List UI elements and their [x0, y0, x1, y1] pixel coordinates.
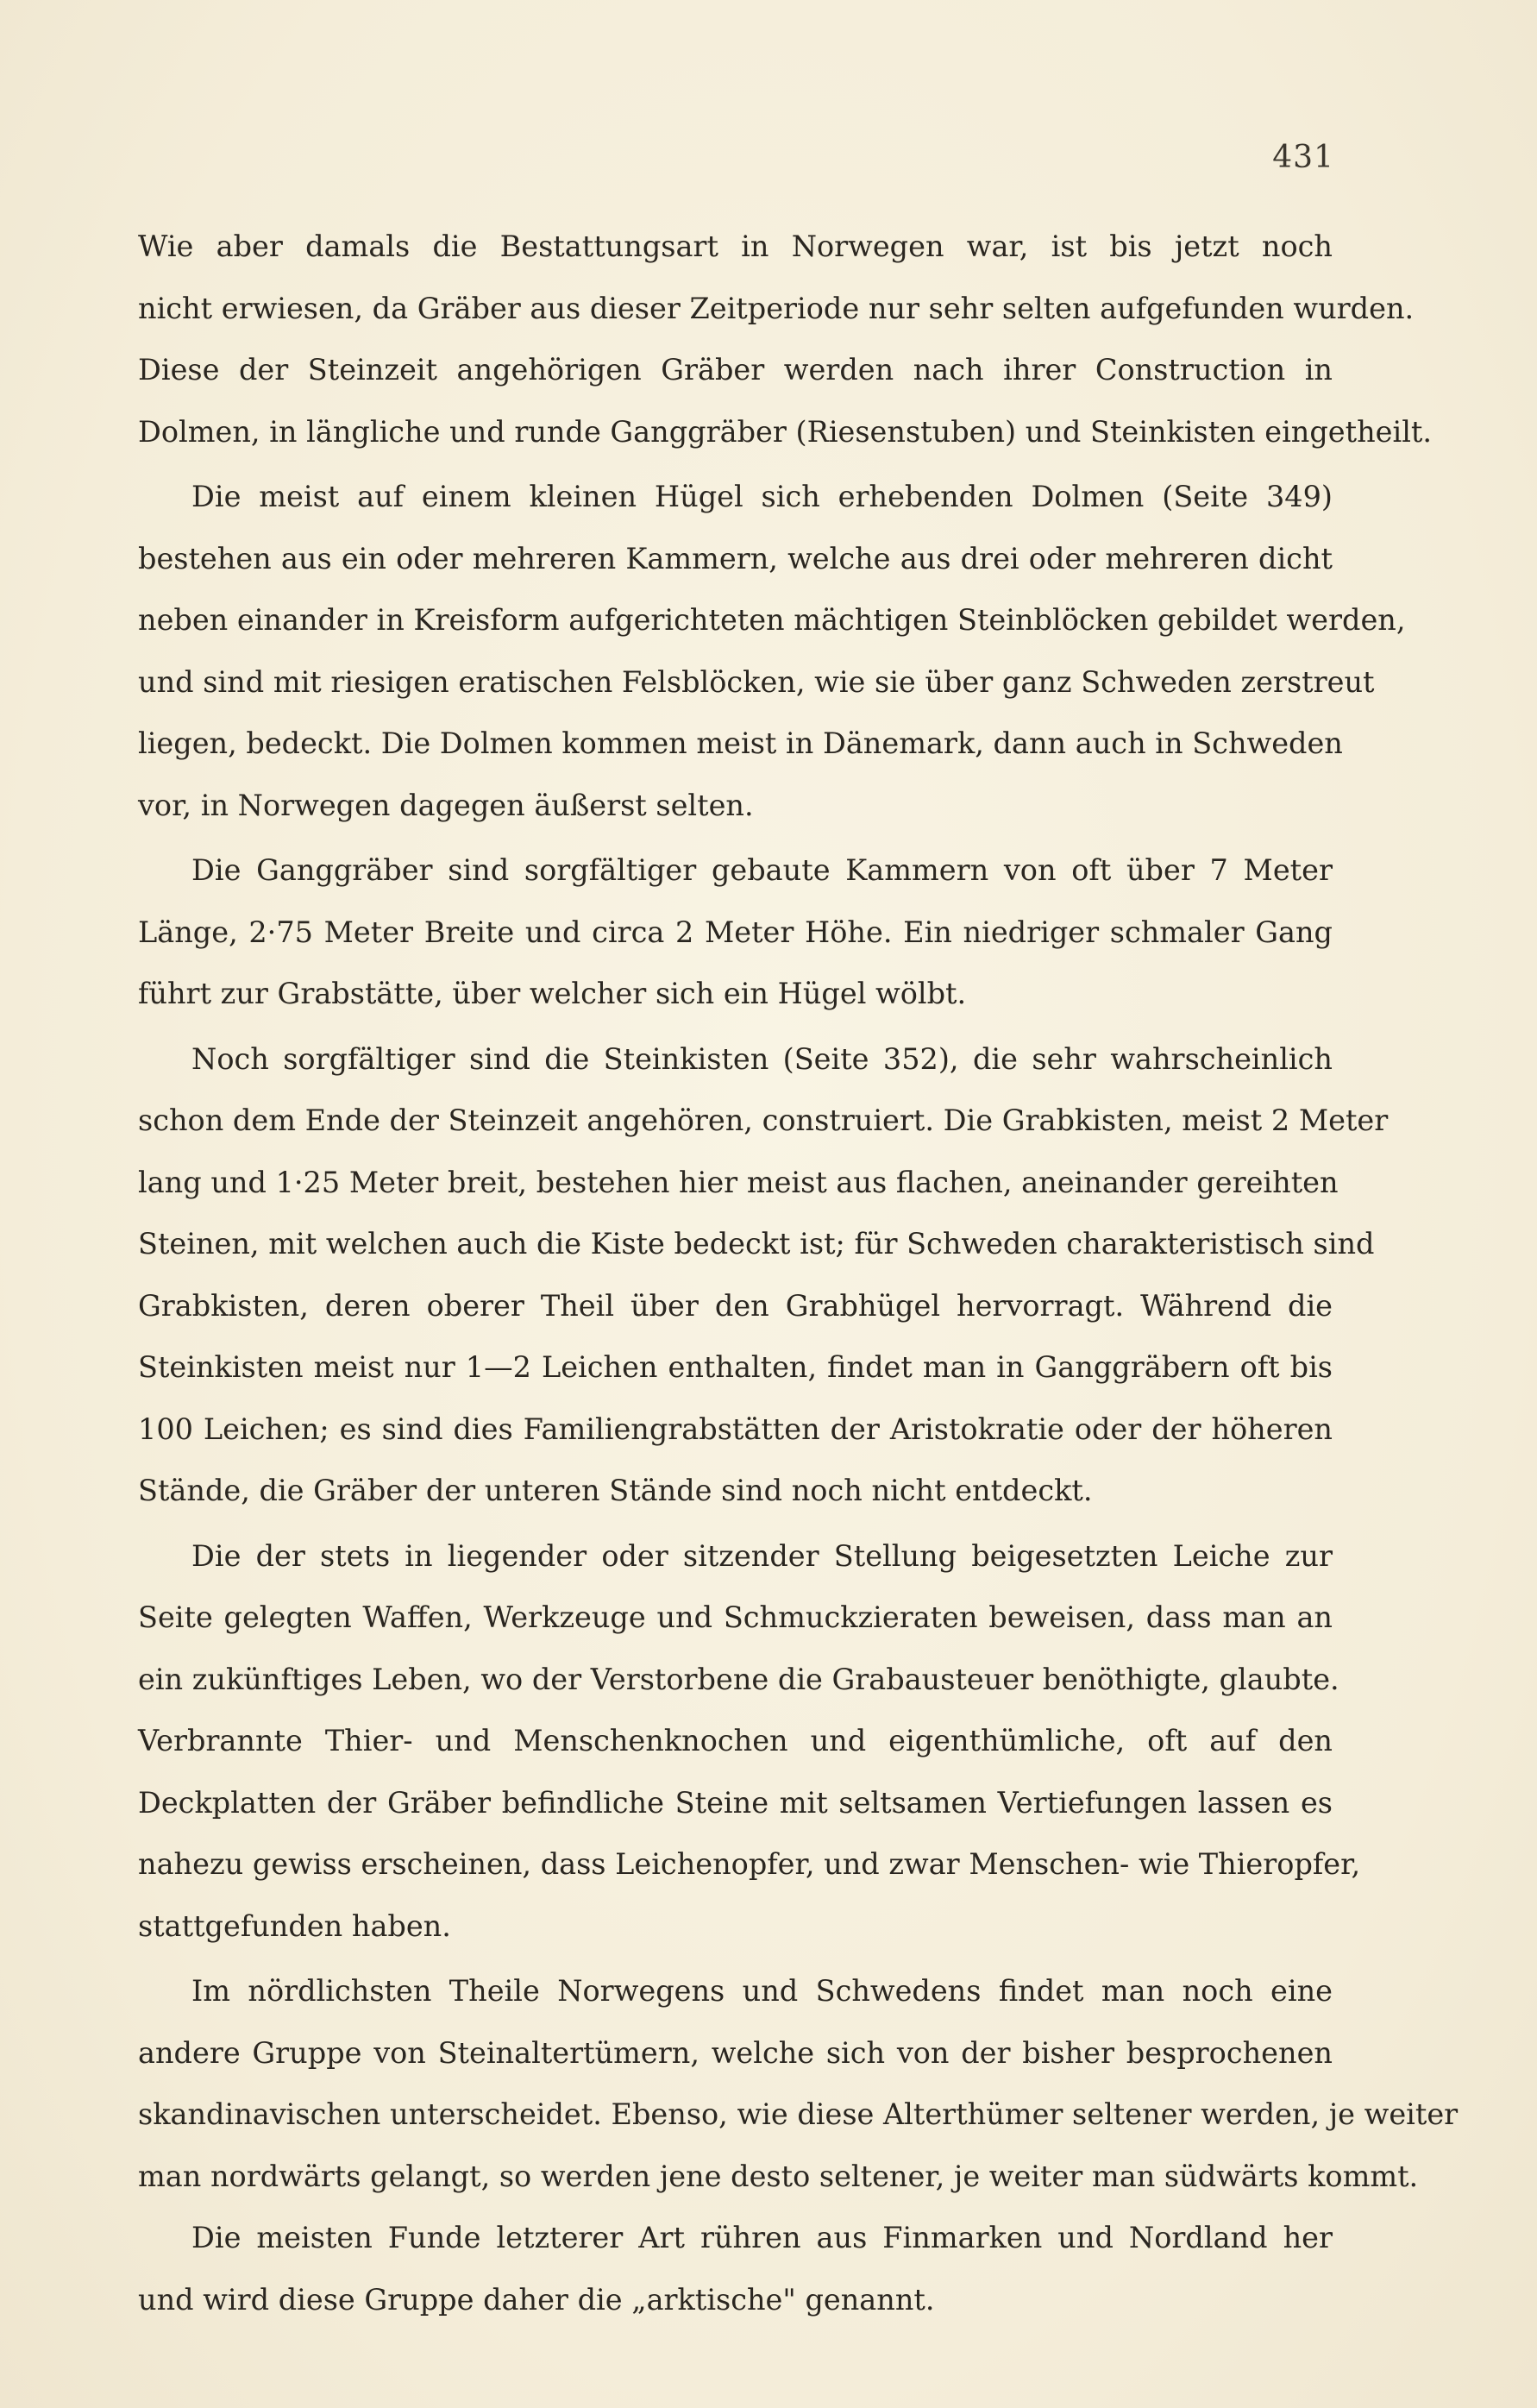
text-line: bestehen aus ein oder mehreren Kammern, welche aus drei oder mehreren dicht: [138, 541, 1333, 575]
text-line: andere Gruppe von Steinaltertümern, welche sich von der bisher besprochenen: [138, 2035, 1333, 2070]
text-line: Deckplatten der Gräber befindliche Steine mit seltsamen Vertiefungen lassen es: [138, 1785, 1333, 1820]
body-text: [138, 216, 1459, 2334]
text-line: stattgefunden haben.: [138, 1908, 451, 1943]
paragraph-3: [138, 839, 1333, 1025]
page-number: 431: [1272, 140, 1334, 175]
text-line: Die der stets in liegender oder sitzender Stellung beigesetzten Leiche zur: [191, 1538, 1333, 1573]
text-line: Dolmen, in längliche und runde Ganggräber (Riesenstuben) und Steinkisten eingetheilt.: [138, 414, 1433, 449]
paragraph-2: [138, 466, 1406, 836]
text-line: führt zur Grabstätte, über welcher sich ein Hügel wölbt.: [138, 977, 967, 1010]
paragraph-4: [138, 1028, 1389, 1522]
text-line: liegen, bedeckt. Die Dolmen kommen meist in Dänemark, dann auch in Schweden: [138, 726, 1343, 760]
text-line: Diese der Steinzeit angehörigen Gräber werden nach ihrer Construction in: [138, 353, 1333, 387]
text-line: Die meist auf einem kleinen Hügel sich erhebenden Dolmen (Seite 349): [191, 480, 1333, 513]
text-line: man nordwärts gelangt, so werden jene desto seltener, je weiter man südwärts kommt.: [138, 2159, 1419, 2193]
paragraph-6: [138, 1960, 1459, 2330]
text-line: nicht erwiesen, da Gräber aus dieser Zeitperiode nur sehr selten aufgefunden wurden.: [138, 291, 1415, 325]
text-line: ein zukünftiges Leben, wo der Verstorbene die Grabausteuer benöthigte, glaubte.: [138, 1662, 1339, 1696]
text-line: Steinkisten meist nur 1—2 Leichen enthalten, findet man in Ganggräbern oft bis: [138, 1350, 1333, 1384]
text-line: und wird diese Gruppe daher die „arktische" genannt.: [138, 2282, 935, 2317]
text-line: Noch sorgfältiger sind die Steinkisten (Seite 352), die sehr wahrscheinlich: [191, 1041, 1333, 1076]
text-line: lang und 1·25 Meter breit, bestehen hier meist aus flachen, aneinander gereihten: [138, 1165, 1339, 1199]
text-line: Seite gelegten Waffen, Werkzeuge und Schmuckzieraten beweisen, dass man an: [138, 1600, 1333, 1634]
text-line: Stände, die Gräber der unteren Stände sind noch nicht entdeckt.: [138, 1474, 1093, 1507]
text-line: 100 Leichen; es sind dies Familiengrabstätten der Aristokratie oder der höheren: [138, 1411, 1333, 1446]
text-line: Wie aber damals die Bestattungsart in Norwegen war, ist bis jetzt noch: [138, 229, 1333, 263]
text-line: Grabkisten, deren oberer Theil über den Grabhügel hervorragt. Während die: [138, 1288, 1333, 1323]
text-line: Im nördlichsten Theile Norwegens und Schwedens findet man noch eine: [191, 1974, 1333, 2008]
text-line: skandinavischen unterscheidet. Ebenso, wie diese Alterthümer seltener werden, je weiter: [138, 2097, 1459, 2131]
text-line: vor, in Norwegen dagegen äußerst selten.: [138, 788, 754, 822]
text-line: Steinen, mit welchen auch die Kiste bedeckt ist; für Schweden charakteristisch sind: [138, 1227, 1375, 1261]
text-line: Verbrannte Thier- und Menschenknochen und eigenthümliche, oft auf den: [138, 1724, 1333, 1757]
paragraph-5: [138, 1525, 1361, 1958]
text-line: Die meisten Funde letzterer Art rühren aus Finmarken und Nordland her: [191, 2221, 1333, 2254]
text-line: und sind mit riesigen eratischen Felsblöcken, wie sie über ganz Schweden zerstreut: [138, 664, 1375, 699]
paragraph-1: [138, 216, 1433, 462]
text-line: schon dem Ende der Steinzeit angehören, construiert. Die Grabkisten, meist 2 Meter: [138, 1103, 1389, 1137]
text-line: neben einander in Kreisform aufgerichteten mächtigen Steinblöcken gebildet werden,: [138, 603, 1406, 637]
text-line: Länge, 2·75 Meter Breite und circa 2 Meter Höhe. Ein niedriger schmaler Gang: [138, 915, 1333, 949]
text-line: Die Ganggräber sind sorgfältiger gebaute Kammern von oft über 7 Meter: [191, 853, 1333, 887]
text-line: nahezu gewiss erscheinen, dass Leichenopfer, und zwar Menschen- wie Thieropfer,: [138, 1847, 1361, 1881]
